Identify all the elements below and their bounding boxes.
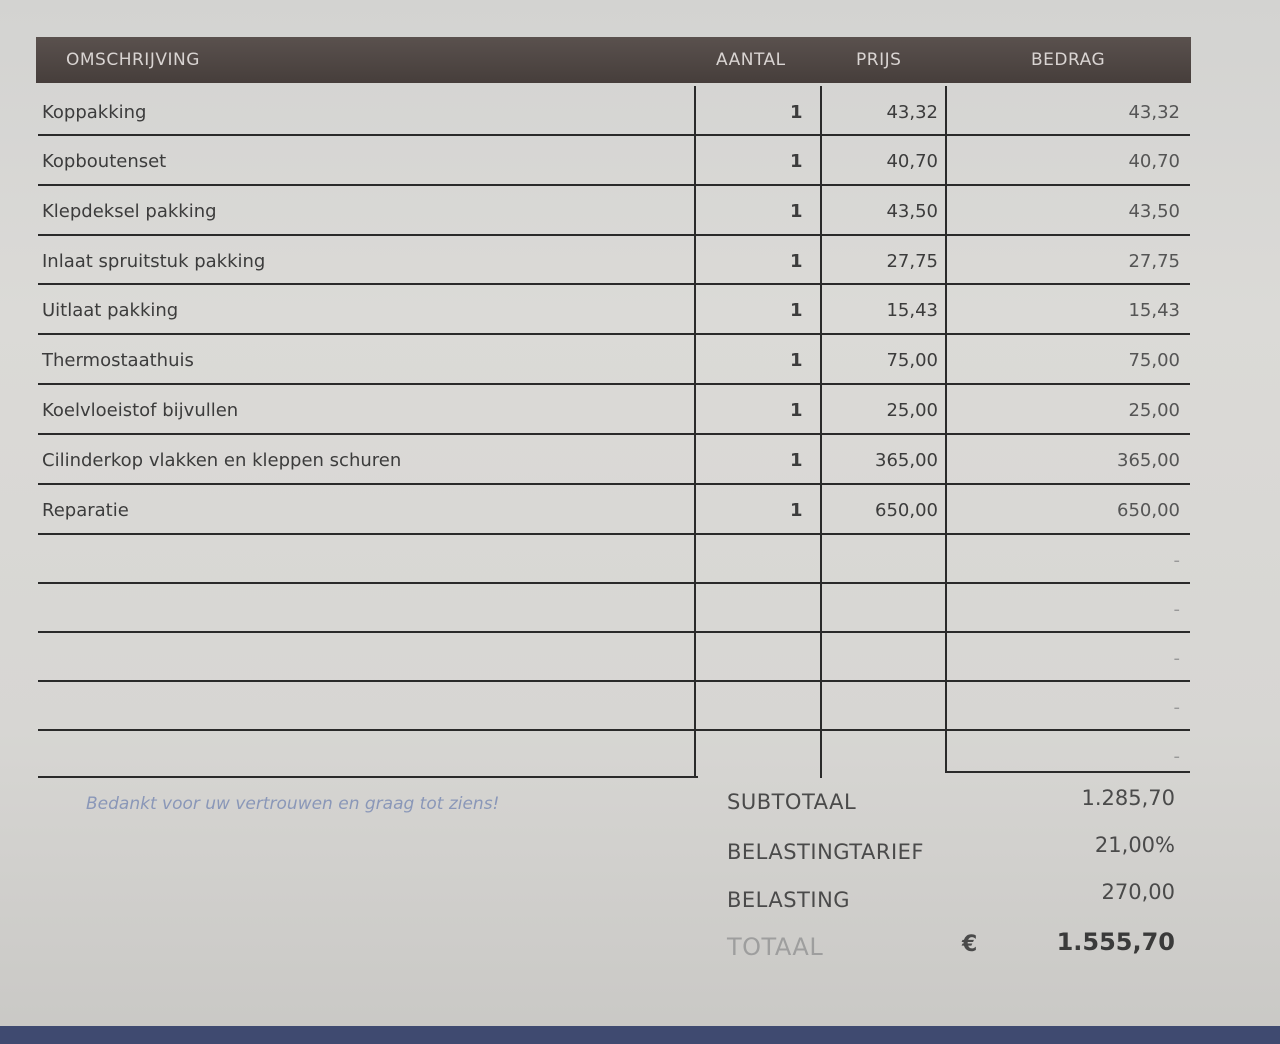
item-quantity: 1 (790, 500, 803, 521)
table-row (38, 386, 1190, 434)
item-price: 43,50 (886, 201, 938, 222)
row-divider (38, 333, 1190, 335)
table-row (38, 436, 1190, 484)
item-description: Thermostaathuis (42, 350, 194, 371)
item-amount-placeholder: - (1173, 550, 1180, 571)
currency-symbol: € (962, 932, 978, 957)
thank-you-note: Bedankt voor uw vertrouwen en graag tot ziens! (86, 794, 500, 814)
row-divider (38, 582, 1190, 584)
item-quantity: 1 (790, 400, 803, 421)
row-divider (38, 383, 1190, 385)
header-quantity: AANTAL (716, 50, 786, 70)
total-label: TOTAAL (727, 933, 824, 961)
item-description: Kopboutenset (42, 151, 167, 172)
item-quantity: 1 (790, 251, 803, 272)
item-amount: 15,43 (1128, 300, 1180, 321)
tax-value: 270,00 (1101, 880, 1175, 904)
taskbar-strip (0, 1026, 1280, 1044)
item-description: Uitlaat pakking (42, 300, 179, 321)
item-quantity: 1 (790, 300, 803, 321)
item-description: Cilinderkop vlakken en kleppen schuren (42, 450, 402, 471)
header-price: PRIJS (856, 50, 902, 70)
item-quantity: 1 (790, 151, 803, 172)
row-divider (38, 483, 1190, 485)
item-amount: 650,00 (1117, 500, 1180, 521)
item-quantity: 1 (790, 201, 803, 222)
item-amount: 75,00 (1128, 350, 1180, 371)
item-amount: 25,00 (1128, 400, 1180, 421)
header-amount: BEDRAG (1031, 50, 1106, 70)
row-divider (38, 776, 698, 778)
table-row-empty (38, 683, 1190, 731)
item-description: Reparatie (42, 500, 129, 521)
column-divider (945, 86, 947, 773)
item-amount-placeholder: - (1173, 746, 1180, 767)
row-divider (38, 680, 1190, 682)
row-divider (38, 631, 1190, 633)
item-quantity: 1 (790, 450, 803, 471)
item-amount: 43,32 (1128, 102, 1180, 123)
header-description: OMSCHRIJVING (66, 50, 200, 70)
table-row-empty (38, 634, 1190, 682)
table-header (36, 37, 1191, 83)
row-divider (38, 283, 1190, 285)
table-row (38, 286, 1190, 334)
row-divider (38, 234, 1190, 236)
item-price: 27,75 (886, 251, 938, 272)
item-price: 650,00 (875, 500, 938, 521)
item-description: Klepdeksel pakking (42, 201, 217, 222)
table-row (38, 137, 1190, 185)
row-divider (38, 533, 1190, 535)
table-row (38, 187, 1190, 235)
column-divider (820, 86, 822, 778)
row-divider (38, 729, 1190, 731)
total-value: 1.555,70 (1056, 928, 1175, 956)
item-price: 25,00 (886, 400, 938, 421)
tax-label: BELASTING (727, 888, 851, 912)
item-price: 365,00 (875, 450, 938, 471)
item-price: 15,43 (886, 300, 938, 321)
item-amount-placeholder: - (1173, 599, 1180, 620)
table-row-empty (38, 536, 1190, 584)
item-description: Koelvloeistof bijvullen (42, 400, 239, 421)
table-row (38, 486, 1190, 534)
table-row (38, 336, 1190, 384)
item-quantity: 1 (790, 102, 803, 123)
tax-rate-value: 21,00% (1094, 833, 1175, 857)
table-row (38, 88, 1190, 136)
row-divider (38, 184, 1190, 186)
table-row-empty (38, 585, 1190, 633)
item-amount: 27,75 (1128, 251, 1180, 272)
item-price: 75,00 (886, 350, 938, 371)
subtotal-value: 1.285,70 (1081, 786, 1175, 810)
item-description: Inlaat spruitstuk pakking (42, 251, 266, 272)
table-row (38, 237, 1190, 285)
row-divider (946, 771, 1190, 773)
item-amount: 43,50 (1128, 201, 1180, 222)
item-quantity: 1 (790, 350, 803, 371)
item-amount: 365,00 (1117, 450, 1180, 471)
tax-rate-label: BELASTINGTARIEF (727, 840, 925, 864)
item-price: 43,32 (886, 102, 938, 123)
item-amount-placeholder: - (1173, 697, 1180, 718)
row-divider (38, 433, 1190, 435)
subtotal-label: SUBTOTAAL (727, 790, 857, 814)
item-amount: 40,70 (1128, 151, 1180, 172)
item-amount-placeholder: - (1173, 648, 1180, 669)
item-description: Koppakking (42, 102, 147, 123)
item-price: 40,70 (886, 151, 938, 172)
row-divider (38, 134, 1190, 136)
column-divider (694, 86, 696, 778)
